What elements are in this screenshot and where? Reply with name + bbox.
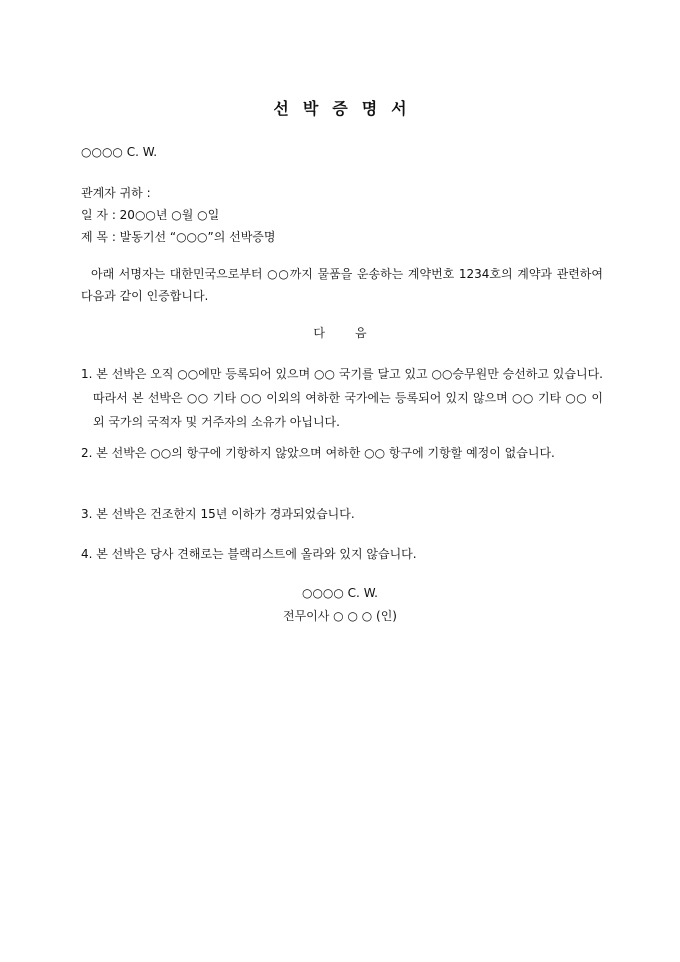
company-line: ○○○○ C. W. xyxy=(81,145,158,159)
section-heading: 다음 xyxy=(313,326,397,340)
intro-paragraph: 아래 서명자는 대한민국으로부터 ○○까지 물품을 운송하는 계약번호 1234호의 계약과 관련하여 다음과 같이 인증합니다. xyxy=(81,267,603,303)
list-item-1: 1. 본 선박은 오직 ○○에만 등록되어 있으며 ○○ 국기를 달고 있고 ○○승무원만 승선하고 있습니다. 따라서 본 선박은 ○○ 기타 ○○ 이외의 여하한 국가에는 등록되어 있지 않으며 ○○ 기타 ○○ 이외 국가의 국적자 및 거주자의 소유가 아닙니다. xyxy=(81,367,603,429)
list-item-4: 4. 본 선박은 당사 견해로는 블랙리스트에 올라와 있지 않습니다. xyxy=(81,547,417,561)
list-item-3: 3. 본 선박은 건조한지 15년 이하가 경과되었습니다. xyxy=(81,507,355,521)
document-title: 선박증명서 xyxy=(273,99,421,118)
signature-name: 전무이사 ○ ○ ○ (인) xyxy=(283,609,397,623)
subject-line: 제 목 : 발동기선 “○○○”의 선박증명 xyxy=(81,230,276,244)
recipient-line: 관계자 귀하 : xyxy=(81,186,151,200)
date-line: 일 자 : 20○○년 ○월 ○일 xyxy=(81,208,220,222)
signature-company: ○○○○ C. W. xyxy=(301,586,378,600)
list-item-2: 2. 본 선박은 ○○의 항구에 기항하지 않았으며 여하한 ○○ 항구에 기항할 예정이 없습니다. xyxy=(81,446,555,460)
